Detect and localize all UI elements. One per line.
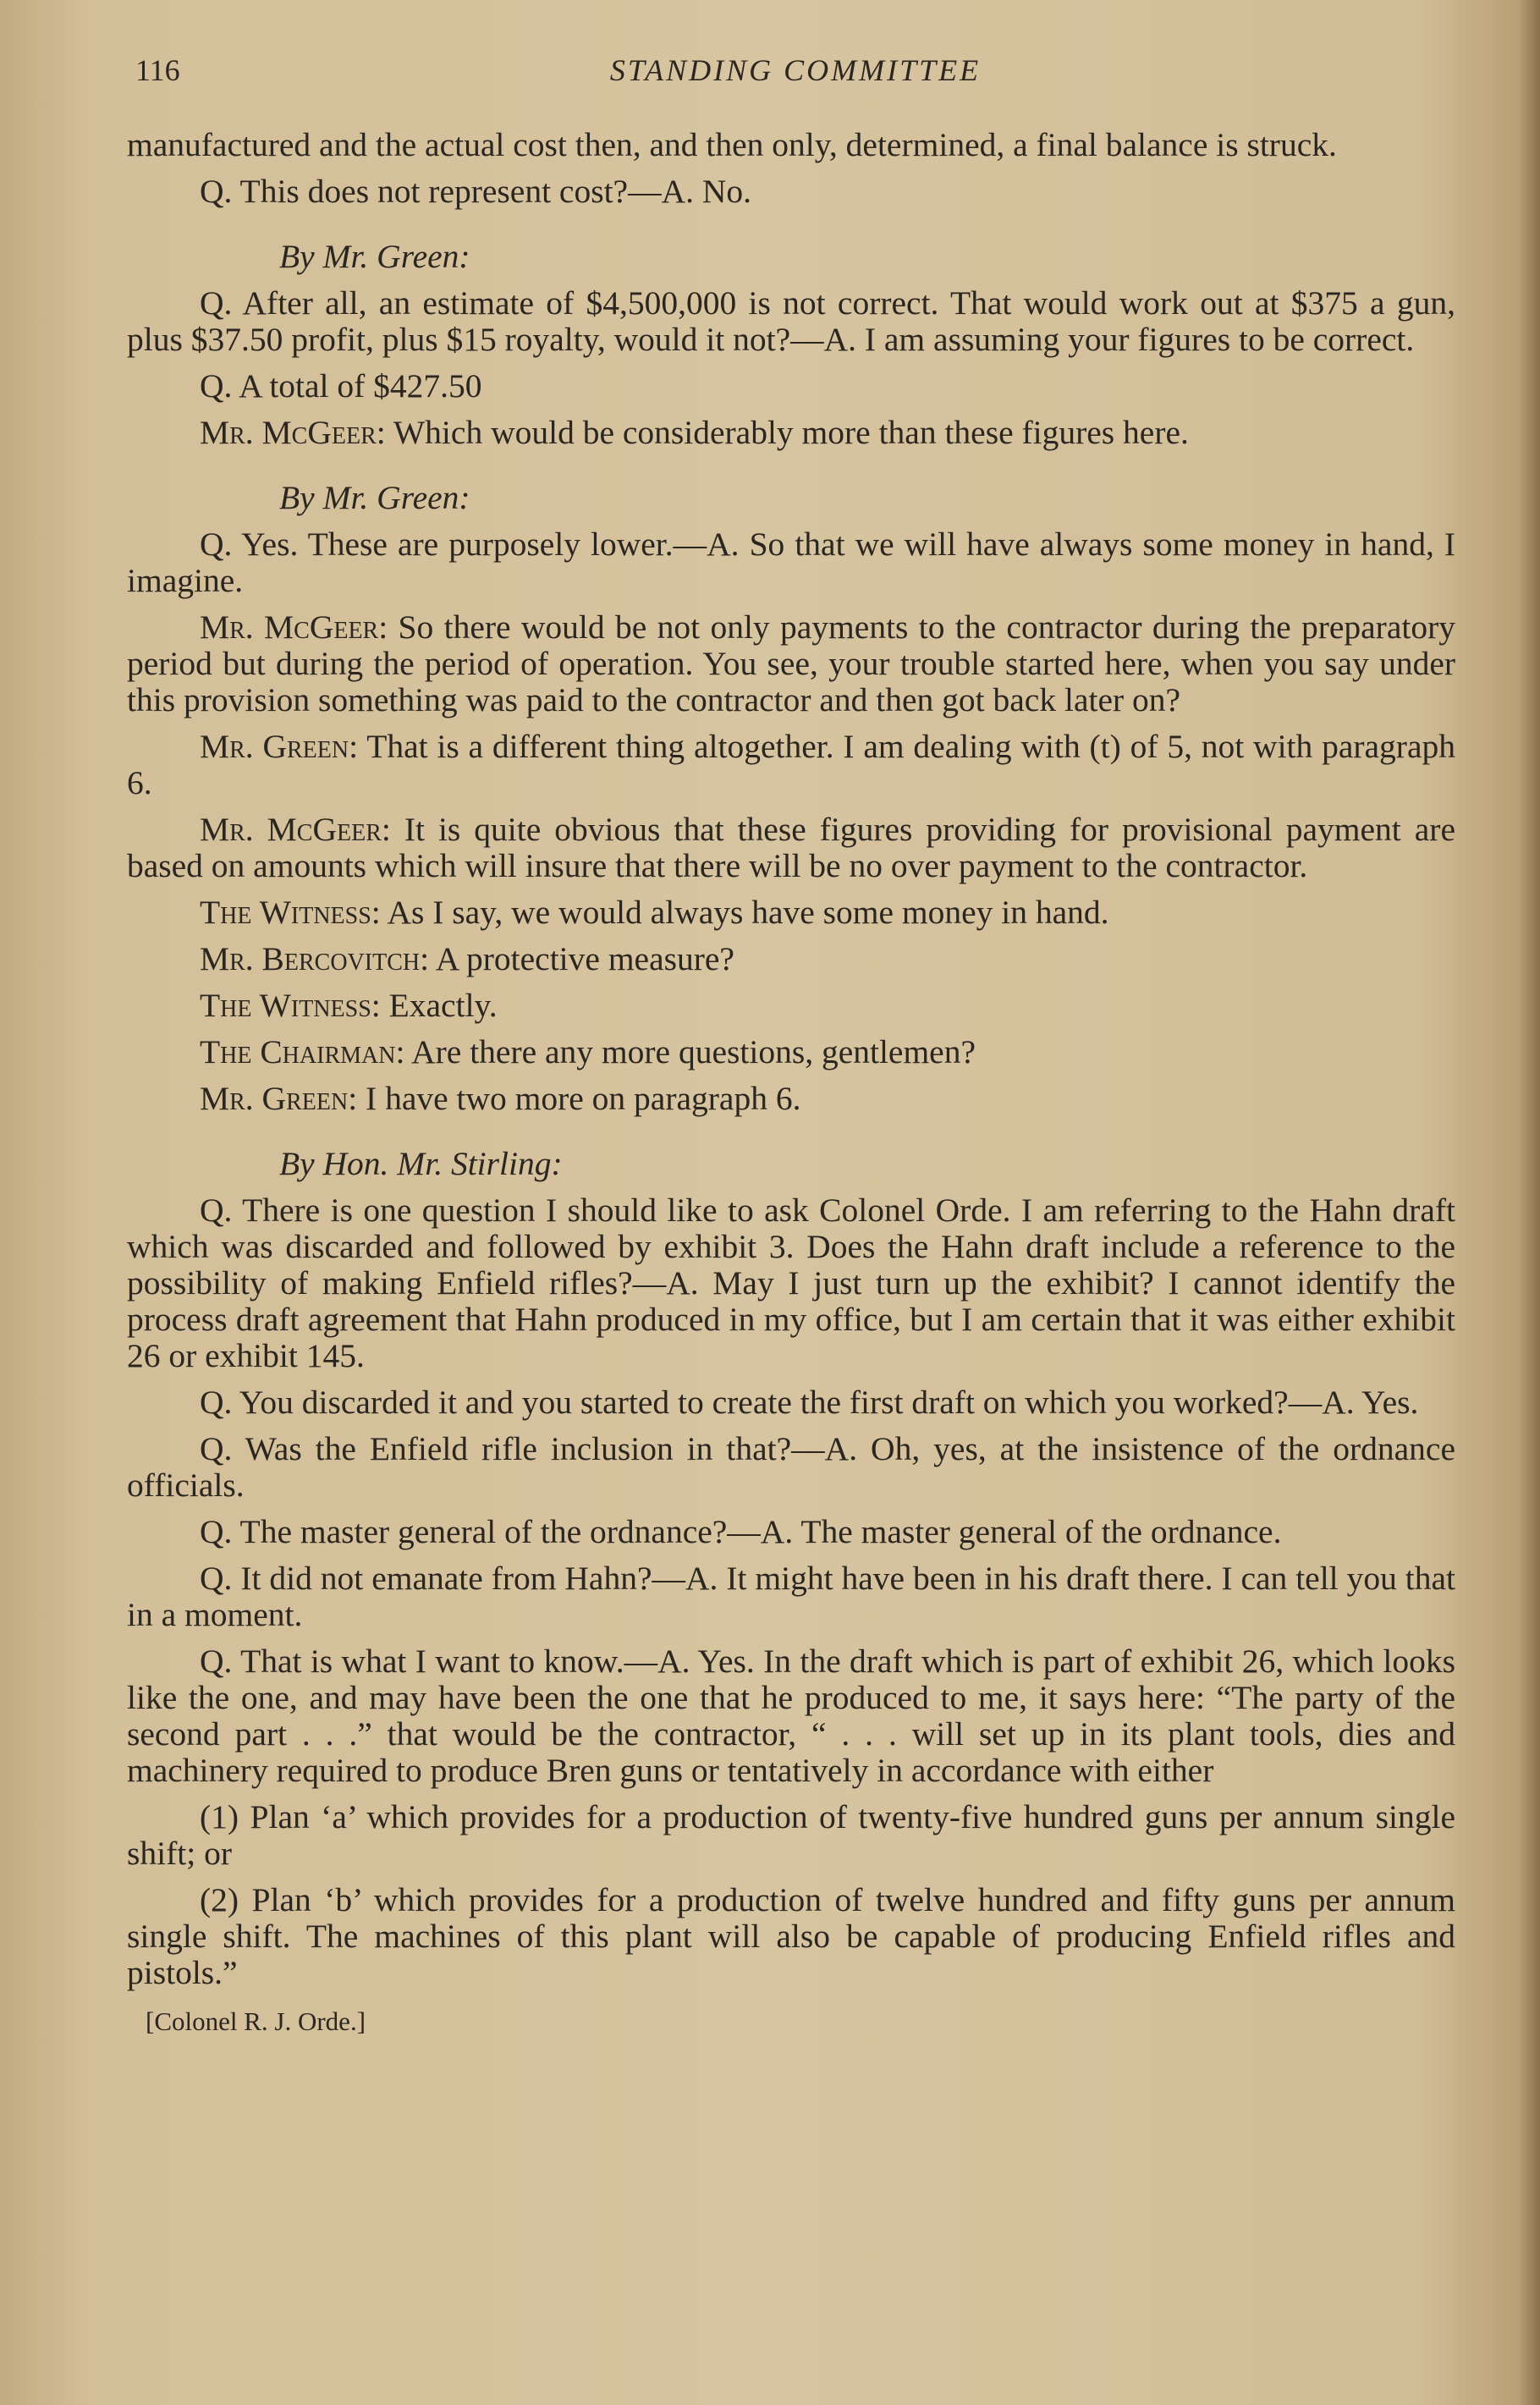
speaker-paragraph [127,812,1455,884]
speaker-text: : Are there any more questions, gentlemen? [395,1033,976,1070]
speaker-name: The Chairman [200,1033,396,1070]
running-head: STANDING COMMITTEE [609,53,982,87]
testimony-paragraph: Q. That is what I want to know.—A. Yes. In the draft which is part of exhibit 26, which looks like the one, and may have been the one that he produced to me, it says here: “The party of the second part . . .” that would be the contractor, “ . . . will set up in its plant tools, dies and machinery required to produce Bren guns or tentatively in accordance with either [127,1643,1455,1789]
speaker-name: Mr. Green [200,728,349,765]
continued-paragraph: manufactured and the actual cost then, and then only, determined, a final balance is struck. [127,126,1337,163]
examiner-heading: By Hon. Mr. Stirling: [279,1145,563,1182]
speaker-paragraph [127,988,1455,1024]
speaker-paragraph [127,729,1455,801]
speaker-text: : A protective measure? [420,940,734,977]
speaker-text: : So there would be not only payments to the contractor during the preparatory period but during the period of operation. You see, your trouble started here, when you say under this provision something was paid to the contractor and then got back later on? [127,608,1455,718]
speaker-name: The Witness [200,894,371,931]
speaker-paragraph [127,941,1455,977]
examiner-heading: By Mr. Green: [279,238,470,275]
speaker-text: : Exactly. [371,987,498,1024]
testimony-paragraph: Q. A total of $427.50 [200,367,482,405]
page-number: 116 [135,53,180,87]
testimony-paragraph: Q. After all, an estimate of $4,500,000 is not correct. That would work out at $375 a gun, plus $37.50 profit, plus $15 royalty, would it not?—A. I am assuming your figures to be correct. [127,284,1455,358]
testimony-paragraph: (2) Plan ‘b’ which provides for a production of twelve hundred and fifty guns per annum single shift. The machines of this plant will also be capable of producing Enfield rifles and pistols.” [127,1881,1455,1991]
page-edge-shadow [1518,0,1540,2405]
speaker-paragraph [127,415,1455,451]
testimony-paragraph: Q. The master general of the ordnance?—A. The master general of the ordnance. [200,1513,1282,1550]
speaker-text: : As I say, we would always have some money in hand. [371,894,1109,931]
speaker-text: : That is a different thing altogether. I am dealing with (t) of 5, not with paragraph 6. [127,728,1455,801]
speaker-paragraph [127,894,1455,931]
speaker-paragraph [127,609,1455,718]
speaker-name: Mr. McGeer [200,414,377,451]
testimony-paragraph: Q. There is one question I should like to ask Colonel Orde. I am referring to the Hahn draft which was discarded and followed by exhibit 3. Does the Hahn draft include a reference to the possibility of making Enfield rifles?—A. May I just turn up the exhibit? I cannot identify the process draft agreement that Hahn produced in my office, but I am certain that it was either exhibit 26 or exhibit 145. [127,1191,1455,1374]
witness-signature-line: [Colonel R. J. Orde.] [146,2006,366,2036]
examiner-heading: By Mr. Green: [279,479,470,516]
testimony-paragraph: Q. You discarded it and you started to create the first draft on which you worked?—A. Yes. [200,1384,1419,1421]
testimony-paragraph: Q. Was the Enfield rifle inclusion in that?—A. Oh, yes, at the insistence of the ordnance officials. [127,1430,1455,1504]
page-body [127,127,1455,2039]
speaker-name: The Witness [200,987,371,1024]
speaker-name: Mr. McGeer [200,811,382,848]
speaker-paragraph [127,1034,1455,1070]
speaker-name: Mr. McGeer [200,608,379,646]
testimony-paragraph: Q. This does not represent cost?—A. No. [200,173,752,210]
speaker-name: Mr. Green [200,1080,349,1117]
testimony-paragraph: (1) Plan ‘a’ which provides for a production of twenty-five hundred guns per annum single shift; or [127,1798,1455,1872]
speaker-text: : I have two more on paragraph 6. [348,1080,801,1117]
page-header [135,52,1455,103]
speaker-text: : It is quite obvious that these figures providing for provisional payment are based on amounts which will insure that there will be no over payment to the contractor. [127,811,1455,884]
speaker-text: : Which would be considerably more than these figures here. [376,414,1189,451]
speaker-name: Mr. Bercovitch [200,940,421,977]
testimony-paragraph: Q. Yes. These are purposely lower.—A. So that we will have always some money in hand, I imagine. [127,526,1455,599]
speaker-paragraph [127,1081,1455,1117]
testimony-paragraph: Q. It did not emanate from Hahn?—A. It might have been in his draft there. I can tell you that in a moment. [127,1560,1455,1633]
